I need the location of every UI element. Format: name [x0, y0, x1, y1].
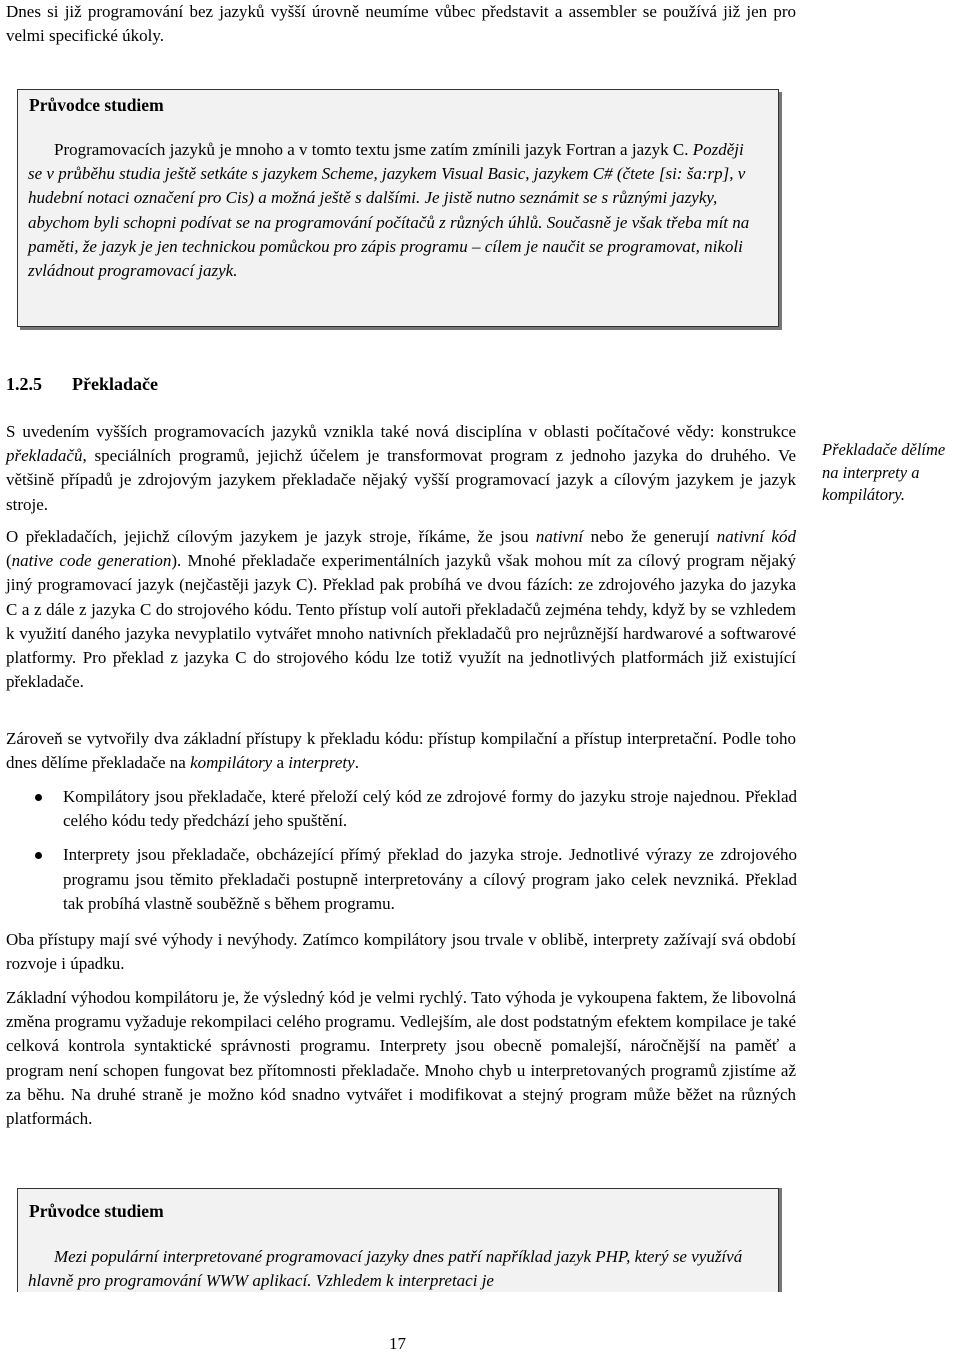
p2-text-a: O překladačích, jejichž cílovým jazykem je jazyk stroje, říkáme, že jsou: [6, 527, 536, 546]
p2-emphasis-2: nativní kód: [716, 527, 796, 546]
p3-text-c: .: [354, 753, 359, 773]
p3-emphasis-1: kompilátory: [190, 753, 273, 773]
section-number: 1.2.5: [6, 374, 42, 394]
bullet-icon: [35, 852, 42, 859]
section-title: Překladače: [72, 374, 158, 394]
p1-text-b: , speciálních programů, jejichž účelem je transformovat program z jednoho jazyka do druhého. Ve většině případů je zdrojovým jazykem překladače nějaký vyšší programovací jazyk a cílovým jazykem je jazyk stroje.: [6, 446, 796, 514]
p3-text-a: Zároveň se vytvořily dva základní přístupy k překladu kódu: přístup kompilační a přístup interpretační. Podle toho dnes dělíme překladače na: [6, 729, 796, 773]
study-guide-text: [28, 138, 760, 283]
study-guide-title: Průvodce studiem: [29, 95, 164, 115]
paragraph-compilers-intro: [6, 420, 796, 517]
p1-text-a: S uvedením vyšších programovacích jazyků vznikla také nová disciplína v oblasti počítačové vědy: konstrukce: [6, 422, 796, 441]
p2-emphasis-3: native code generation: [11, 551, 172, 571]
list-item: [0, 785, 797, 833]
paragraph-pros-cons: Oba přístupy mají své výhody i nevýhody. Zatímco kompilátory jsou trvale v oblibě, interprety zažívají svá období rozvoje i úpadku.: [6, 930, 796, 974]
study-guide-box-2: [17, 1188, 779, 1292]
list-item-text: Kompilátory jsou překladače, které přeloží celý kód ze zdrojové formy do jazyku stroje najednou. Překlad celého kódu tedy předchází jeho spuštění.: [63, 787, 797, 831]
p2-text-c: (: [6, 551, 12, 571]
study-guide-text-italic: Později se v průběhu studia ještě setkáte s jazykem Scheme, jazykem Visual Basic, jazykem C# (čtete [si: ša:rp], v hudební notaci označení pro Cis) a možná ještě s dalšími. Je jistě nutno seznámit se s různými jazyky, abychom byli schopni podívat se na programování počítačů z různých úhlů. Současně je však třeba mít na paměti, že jazyk je jen technickou pomůckou pro zápis programu – cílem je naučit se programovat, nikoli zvládnout programovací jazyk.: [28, 140, 750, 281]
list-item-text: Interprety jsou překladače, obcházející přímý překlad do jazyka stroje. Jednotlivé výrazy ze zdrojového programu jsou těmito překladači postupně interpretovány a cílový program jako celek nevzniká. Překlad tak probíhá vlastně souběžně s během programu.: [63, 845, 797, 913]
paragraph-compiler-advantages: Základní výhodou kompilátoru je, že výsledný kód je velmi rychlý. Tato výhoda je vykoupena faktem, že libovolná změna programu vyžaduje rekompilaci celého programu. Vedlejším, ale dost podstatným efektem kompilace je také celková kontrola syntaktické správnosti programu. Interprety jsou obecně pomalejší, náročnější na paměť a program není schopen fungovat bez přítomnosti překladače. Mnoho chyb u interpretovaných programů zjistíme až za běhu. Na druhé straně je možno kód snadno vytvářet i modifikovat a stejný program může běžet na různých platformách.: [6, 988, 796, 1129]
bullet-icon: [35, 794, 42, 801]
page-number: 17: [389, 1334, 406, 1353]
study-guide-title-2: Průvodce studiem: [29, 1201, 164, 1221]
list-item: [0, 843, 797, 916]
bullet-list: [0, 785, 797, 916]
p2-emphasis-1: nativní: [535, 527, 584, 546]
study-guide-text-normal: Programovacích jazyků je mnoho a v tomto textu jsme zatím zmínili jazyk Fortran a jazyk C.: [54, 140, 689, 159]
margin-note: Překladače dělíme na interprety a kompilátory.: [822, 440, 946, 504]
paragraph-native: [6, 525, 796, 694]
p2-text-b: nebo že generují: [583, 527, 717, 546]
p1-emphasis: překladačů: [6, 446, 83, 466]
p2-text-d: ). Mnohé překladače experimentálních jazyků však mohou mít za cílový program nějaký jiný programovací jazyk (nejčastěji jazyk C). Překlad pak probíhá ve dvou fázích: ze zdrojového jazyka do jazyka C a z dále z jazyka C do strojového kódu. Tento přístup volí autoři překladačů zejména tehdy, když by se vzhledem k využití daného jazyka nevyplatilo vytvářet mnoho nativních překladačů pro nejrůznější hardwarové a softwarové platformy. Pro překlad z jazyka C do strojového kódu lze totiž využít na jednotlivých platformách již existující překladače.: [6, 551, 797, 692]
study-guide-text-2: [28, 1245, 760, 1293]
section-heading: [6, 374, 158, 395]
study-guide-box: [17, 89, 779, 327]
p3-emphasis-2: interprety: [288, 753, 355, 773]
study-guide-text-2-content: Mezi populární interpretované programovací jazyky dnes patří například jazyk PHP, který se využívá hlavně pro programování WWW aplikací. Vzhledem k interpretaci je: [28, 1247, 743, 1291]
intro-paragraph: Dnes si již programování bez jazyků vyšší úrovně neumíme vůbec představit a assembler se používá již jen pro velmi specifické úkoly.: [6, 2, 796, 46]
p3-text-b: a: [272, 753, 289, 773]
paragraph-approaches: [6, 727, 796, 775]
